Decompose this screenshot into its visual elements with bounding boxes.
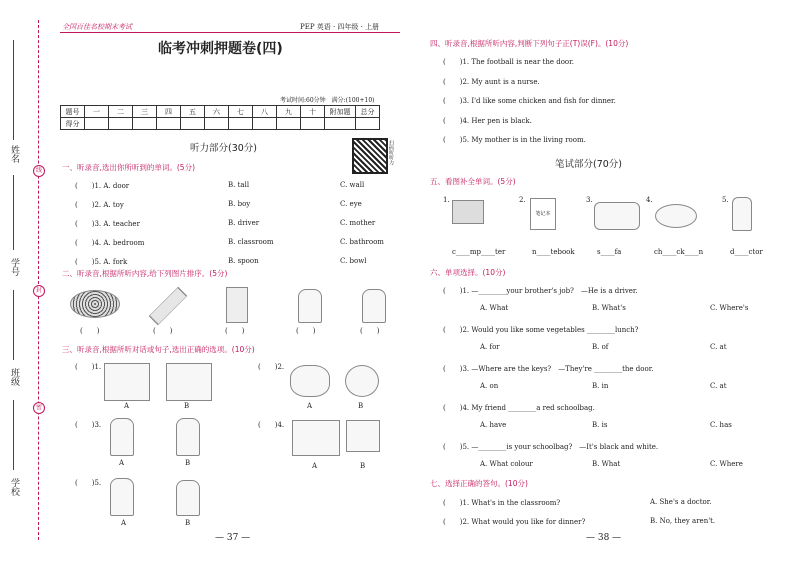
s1-option-c: C. bowl [340, 257, 367, 265]
score-row [61, 106, 380, 118]
s4-statement[interactable]: ( )3. I'd like some chicken and fish for dinner. [443, 97, 616, 105]
s1-option-a[interactable]: ( )3. A. teacher [75, 220, 140, 228]
s3-q1-a: A [124, 402, 130, 410]
score-cell: 得分 [61, 118, 85, 130]
word-blank-5[interactable]: d____ctor [730, 248, 763, 256]
s6-option-c[interactable]: C. Where [710, 460, 743, 468]
s1-option-b: B. classroom [228, 238, 274, 246]
page-title: 临考冲刺押题卷(四) [158, 41, 283, 57]
qr-label: 扫码听听力 [388, 140, 394, 165]
score-cell[interactable] [181, 118, 205, 130]
section-6-title: 六、单项选择。(10分) [430, 268, 506, 277]
s6-option-a[interactable]: A. on [480, 382, 499, 390]
section-5-title: 五、看图补全单词。(5分) [430, 177, 516, 186]
s6-option-b[interactable]: B. What [592, 460, 621, 468]
name-label: 姓名 [9, 145, 19, 163]
s7-question[interactable]: ( )2. What would you like for dinner? [443, 518, 586, 526]
score-cell[interactable] [85, 118, 109, 130]
s1-option-c: C. wall [340, 181, 365, 189]
school-line [13, 400, 14, 470]
fish-bowl-image [345, 365, 379, 397]
s6-option-b[interactable]: B. is [592, 421, 608, 429]
page-number-right: — 38 — [586, 533, 622, 543]
nurse-image [110, 418, 134, 456]
s6-option-a[interactable]: A. What [480, 304, 509, 312]
s5-num-2: 2. [519, 196, 526, 204]
chicken-dish-image [290, 365, 330, 397]
section-2-title: 二、听录音,根据所听内容,给下列图片排序。(5分) [62, 269, 228, 278]
girl-image [298, 289, 322, 323]
school-label: 学校 [9, 478, 19, 496]
s1-option-a[interactable]: ( )4. A. bedroom [75, 239, 145, 247]
qr-code [352, 138, 388, 174]
order-blank-3[interactable]: ( ) [225, 327, 245, 335]
s6-option-b[interactable]: B. What's [592, 304, 626, 312]
score-table [60, 105, 380, 130]
s7-answer: A. She's a doctor. [650, 498, 712, 506]
notebook-image: 笔记本 [530, 198, 556, 230]
score-header-cell: 九 [277, 106, 301, 118]
sofa-ball-image [292, 420, 340, 456]
word-blank-1[interactable]: c____mp____ter [452, 248, 506, 256]
s6-question[interactable]: ( )4. My friend ________a red schoolbag. [443, 404, 595, 412]
s3-q4-b: B [360, 462, 366, 470]
s3-q2[interactable]: ( )2. [258, 363, 285, 371]
s1-option-b: B. spoon [228, 257, 259, 265]
s3-q2-a: A [307, 402, 313, 410]
score-cell[interactable] [229, 118, 253, 130]
score-header-cell: 题号 [61, 106, 85, 118]
name-line [13, 40, 14, 140]
s6-question[interactable]: ( )2. Would you like some vegetables ________lunch? [443, 326, 639, 334]
score-cell[interactable] [157, 118, 181, 130]
banner: 全国百佳名校期末考试 [62, 23, 132, 31]
door-image [226, 287, 248, 323]
s7-question[interactable]: ( )1. What's in the classroom? [443, 499, 561, 507]
s1-option-a[interactable]: ( )5. A. fork [75, 258, 128, 266]
seal-dot-secret: 密 [33, 402, 45, 414]
ruler-image [149, 287, 187, 325]
seal-dot-seal: 封 [33, 285, 45, 297]
s5-num-1: 1. [443, 196, 450, 204]
binding-strip [0, 0, 48, 562]
s3-q3-a: A [119, 459, 125, 467]
id-label: 学号 [9, 258, 19, 276]
exam-time: 考试时间:60分钟 满分:(100+10) [280, 97, 375, 104]
s6-option-a[interactable]: A. have [480, 421, 507, 429]
order-blank-2[interactable]: ( ) [153, 327, 173, 335]
section-4-title: 四、听录音,根据所听内容,判断下列句子正(T)误(F)。(10分) [430, 39, 629, 48]
score-header-cell: 六 [205, 106, 229, 118]
section-3-title: 三、听录音,根据所听对话或句子,选出正确的选项。(10分) [62, 345, 255, 354]
score-cell[interactable] [133, 118, 157, 130]
word-blank-4[interactable]: ch____ck____n [654, 248, 704, 256]
roast-chicken-image [655, 204, 697, 228]
s3-q2-b: B [358, 402, 364, 410]
living-room-image [166, 363, 212, 401]
score-cell[interactable] [109, 118, 133, 130]
s6-option-a[interactable]: A. What colour [480, 460, 533, 468]
s6-option-c[interactable]: C. at [710, 382, 727, 390]
section-7-title: 七、选择正确的答句。(10分) [430, 479, 528, 488]
s3-q4-a: A [312, 462, 318, 470]
s1-option-c: C. eye [340, 200, 362, 208]
s1-option-a[interactable]: ( )1. A. door [75, 182, 130, 190]
s3-q5[interactable]: ( )5. [75, 479, 102, 487]
score-header-cell: 二 [109, 106, 133, 118]
score-cell[interactable] [356, 118, 380, 130]
s3-q5-a: A [121, 519, 127, 527]
score-header-cell: 总分 [356, 106, 380, 118]
score-row [61, 118, 380, 130]
page-number-left: — 37 — [215, 533, 251, 543]
s6-option-c[interactable]: C. has [710, 421, 732, 429]
s1-option-c: C. bathroom [340, 238, 384, 246]
order-blank-1[interactable]: ( ) [80, 327, 100, 335]
s6-question[interactable]: ( )1. —________your brother's job? —He is a driver. [443, 287, 638, 295]
s1-option-c: C. mother [340, 219, 376, 227]
s3-q3-b: B [185, 459, 191, 467]
s3-q5-b: B [185, 519, 191, 527]
writing-title: 笔试部分(70分) [555, 159, 623, 170]
s3-q1-b: B [184, 402, 190, 410]
s1-option-b: B. boy [228, 200, 251, 208]
s3-q3[interactable]: ( )3. [75, 421, 102, 429]
s1-option-a[interactable]: ( )2. A. toy [75, 201, 124, 209]
order-blank-4[interactable]: ( ) [296, 327, 316, 335]
s6-option-c[interactable]: C. at [710, 343, 727, 351]
s6-option-c[interactable]: C. Where's [710, 304, 749, 312]
class-line [13, 290, 14, 360]
score-header-cell: 一 [85, 106, 109, 118]
s6-option-a[interactable]: A. for [480, 343, 500, 351]
score-cell[interactable] [277, 118, 301, 130]
score-header-cell: 五 [181, 106, 205, 118]
subject-label: PEP 英语 · 四年级 · 上册 [300, 23, 380, 31]
word-blank-2[interactable]: n____tebook [532, 248, 575, 256]
listening-title: 听力部分(30分) [190, 143, 258, 154]
score-header-cell: 附加题 [325, 106, 356, 118]
s5-num-5: 5. [722, 196, 729, 204]
s3-q4[interactable]: ( )4. [258, 421, 285, 429]
s6-question[interactable]: ( )3. —Where are the keys? —They're ________the door. [443, 365, 654, 373]
s1-option-b: B. driver [228, 219, 260, 227]
s7-answer: B. No, they aren't. [650, 517, 716, 525]
doctor-image [732, 197, 752, 231]
boy-image [110, 478, 134, 516]
s6-option-b[interactable]: B. of [592, 343, 609, 351]
score-header-cell: 十 [301, 106, 325, 118]
computer-image [452, 200, 484, 224]
farmer-image [362, 289, 386, 323]
order-blank-5[interactable]: ( ) [360, 327, 380, 335]
word-blank-3[interactable]: s____fa [597, 248, 622, 256]
s6-option-b[interactable]: B. in [592, 382, 609, 390]
s3-q1[interactable]: ( )1. [75, 363, 102, 371]
score-header-cell: 七 [229, 106, 253, 118]
class-label: 班级 [9, 368, 19, 386]
kitchen-image [104, 363, 150, 401]
score-header-cell: 八 [253, 106, 277, 118]
s5-num-4: 4. [646, 196, 653, 204]
seal-dot-line: 线 [33, 165, 45, 177]
cut-line [38, 20, 39, 540]
score-cell[interactable] [205, 118, 229, 130]
s4-statement[interactable]: ( )4. Her pen is black. [443, 116, 532, 125]
header-rule [60, 32, 400, 33]
sofa-image [594, 202, 640, 230]
s4-statement[interactable]: ( )5. My mother is in the living room. [443, 136, 586, 144]
teacher-image [176, 418, 200, 456]
score-header-cell: 三 [133, 106, 157, 118]
s6-question[interactable]: ( )5. —________is your schoolbag? —It's black and white. [443, 443, 659, 451]
noodle-bowl-image [70, 290, 120, 318]
section-1-title: 一、听录音,选出你所听到的单词。(5分) [62, 163, 196, 172]
s5-num-3: 3. [586, 196, 593, 204]
score-cell[interactable] [253, 118, 277, 130]
id-line [13, 175, 14, 250]
score-cell[interactable] [301, 118, 325, 130]
score-cell[interactable] [325, 118, 356, 130]
girl-waving-image [176, 480, 200, 516]
table-ball-image [346, 420, 380, 452]
s4-statement[interactable]: ( )2. My aunt is a nurse. [443, 77, 540, 86]
s4-statement[interactable]: ( )1. The football is near the door. [443, 58, 574, 66]
s1-option-b: B. tall [228, 181, 250, 189]
score-header-cell: 四 [157, 106, 181, 118]
